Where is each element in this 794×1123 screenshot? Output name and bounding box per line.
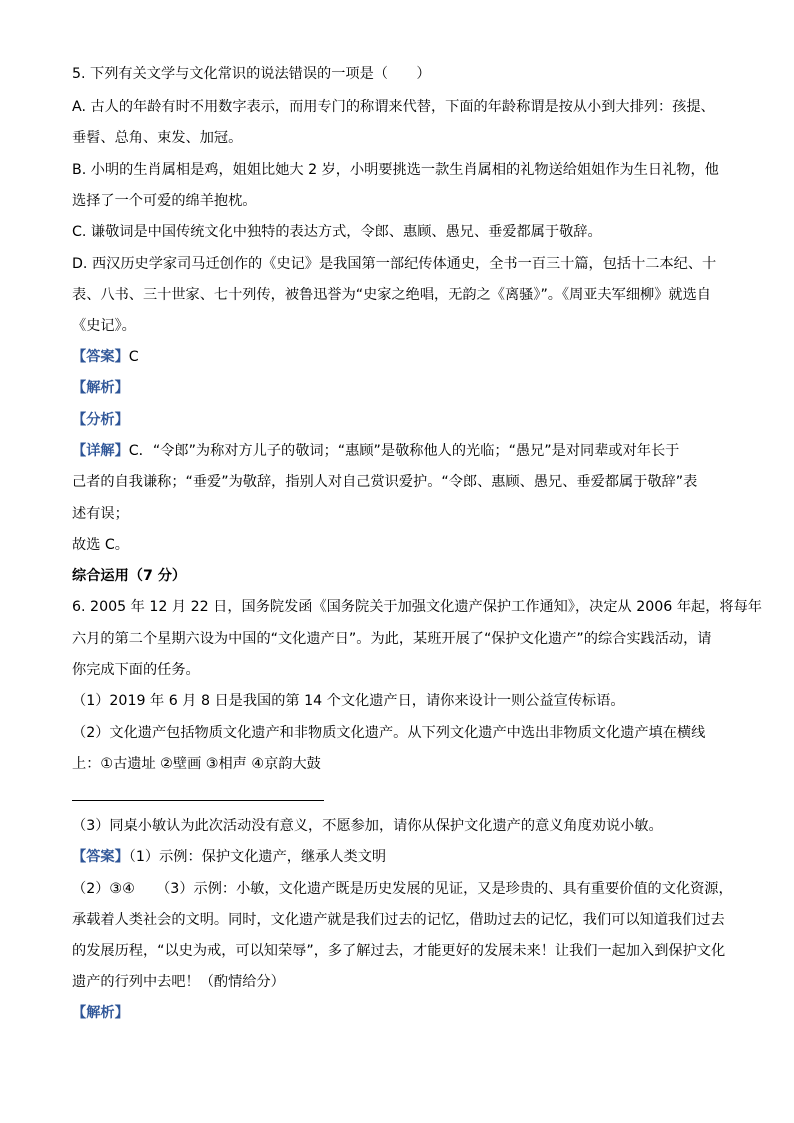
detail-tag: 【详解】 <box>72 443 129 459</box>
analysis-tag-q6: 【解析】 <box>72 1005 129 1021</box>
answer-tag: 【答案】 <box>72 349 129 365</box>
detail-line-3: 述有误； <box>72 506 129 522</box>
answer-line-5: 遗产的行列中去吧！（酌情给分） <box>72 974 285 990</box>
option-a-line-1: A. 古人的年龄有时不用数字表示，而用专门的称谓来代替，下面的年龄称谓是按从小到大排列：孩提、 <box>72 99 715 115</box>
answer-value: C <box>128 349 139 365</box>
question-5-stem: 5. 下列有关文学与文化常识的说法错误的一项是（ ） <box>72 66 431 82</box>
question-6-stem-line-1: 6. 2005 年 12 月 22 日，国务院发函《国务院关于加强文化遗产保护工作通知》，决定从 2006 年起，将每年 <box>72 599 762 615</box>
question-6-stem-line-2: 六月的第二个星期六设为中国的“文化遗产日”。为此，某班开展了“保护文化遗产”的综合实践活动，请 <box>72 631 712 647</box>
analysis-tag-q5: 【解析】 <box>72 380 129 396</box>
option-c: C. 谦敬词是中国传统文化中独特的表达方式，令郎、惠顾、愚兄、垂爱都属于敬辞。 <box>72 224 602 240</box>
sub-question-2-line-2: 上：①古遗址 ②壁画 ③相声 ④京韵大鼓 <box>72 756 321 772</box>
sub-question-3: （3）同桌小敏认为此次活动没有意义，不愿参加，请你从保护文化遗产的意义角度劝说小敏。 <box>72 818 663 834</box>
option-b-line-2: 选择了一个可爱的绵羊抱枕。 <box>72 193 257 209</box>
question-6-stem-line-3: 你完成下面的任务。 <box>72 662 200 678</box>
option-a-line-2: 垂髫、总角、束发、加冠。 <box>72 130 243 146</box>
answer-line-2: （2）③④ （3）示例：小敏，文化遗产既是历史发展的见证，又是珍贵的、具有重要价值的文化资源， <box>72 881 733 897</box>
answer-blank-line <box>72 800 324 801</box>
option-d-line-3: 《史记》。 <box>72 318 136 334</box>
option-d-line-2: 表、八书、三十世家、七十列传，被鲁迅誉为“史家之绝唱，无韵之《离骚》”。《周亚夫军细柳》就选自 <box>72 287 711 303</box>
answer-tag: 【答案】 <box>72 849 129 865</box>
option-d-line-1: D. 西汉历史学家司马迁创作的《史记》是我国第一部纪传体通史，全书一百三十篇，包括十二本纪、十 <box>72 256 717 272</box>
answer-line-4: 的发展历程，“以史为戒，可以知荣辱”，多了解过去，才能更好的发展未来！让我们一起加入到保护文化 <box>72 943 726 959</box>
answer-line-3: 承载着人类社会的文明。同时，文化遗产就是我们过去的记忆，借助过去的记忆，我们可以知道我们过去 <box>72 912 725 928</box>
answer-row-q6: 【答案】（1）示例：保护文化遗产，继承人类文明 <box>72 849 387 865</box>
sub-question-1: （1）2019 年 6 月 8 日是我国的第 14 个文化遗产日，请你来设计一则公益宣传标语。 <box>72 693 625 709</box>
section-title: 综合运用（7 分） <box>72 568 187 584</box>
sub-question-2-line-1: （2）文化遗产包括物质文化遗产和非物质文化遗产。从下列文化遗产中选出非物质文化遗产填在横线 <box>72 725 706 741</box>
fenxi-tag-q5: 【分析】 <box>72 412 129 428</box>
answer-row-q5 <box>72 347 139 367</box>
option-b-line-1: B. 小明的生肖属相是鸡，姐姐比她大 2 岁，小明要挑选一款生肖属相的礼物送给姐姐作为生日礼物，他 <box>72 162 719 178</box>
detail-line-1: 【详解】C．“令郎”为称对方儿子的敬词；“惠顾”是敬称他人的光临；“愚兄”是对同辈或对年长于 <box>72 443 680 459</box>
detail-line-2: 己者的自我谦称；“垂爱”为敬辞，指别人对自己赏识爱护。“令郎、惠顾、愚兄、垂爱都属于敬辞”表 <box>72 474 698 490</box>
conclusion: 故选 C。 <box>72 537 129 553</box>
